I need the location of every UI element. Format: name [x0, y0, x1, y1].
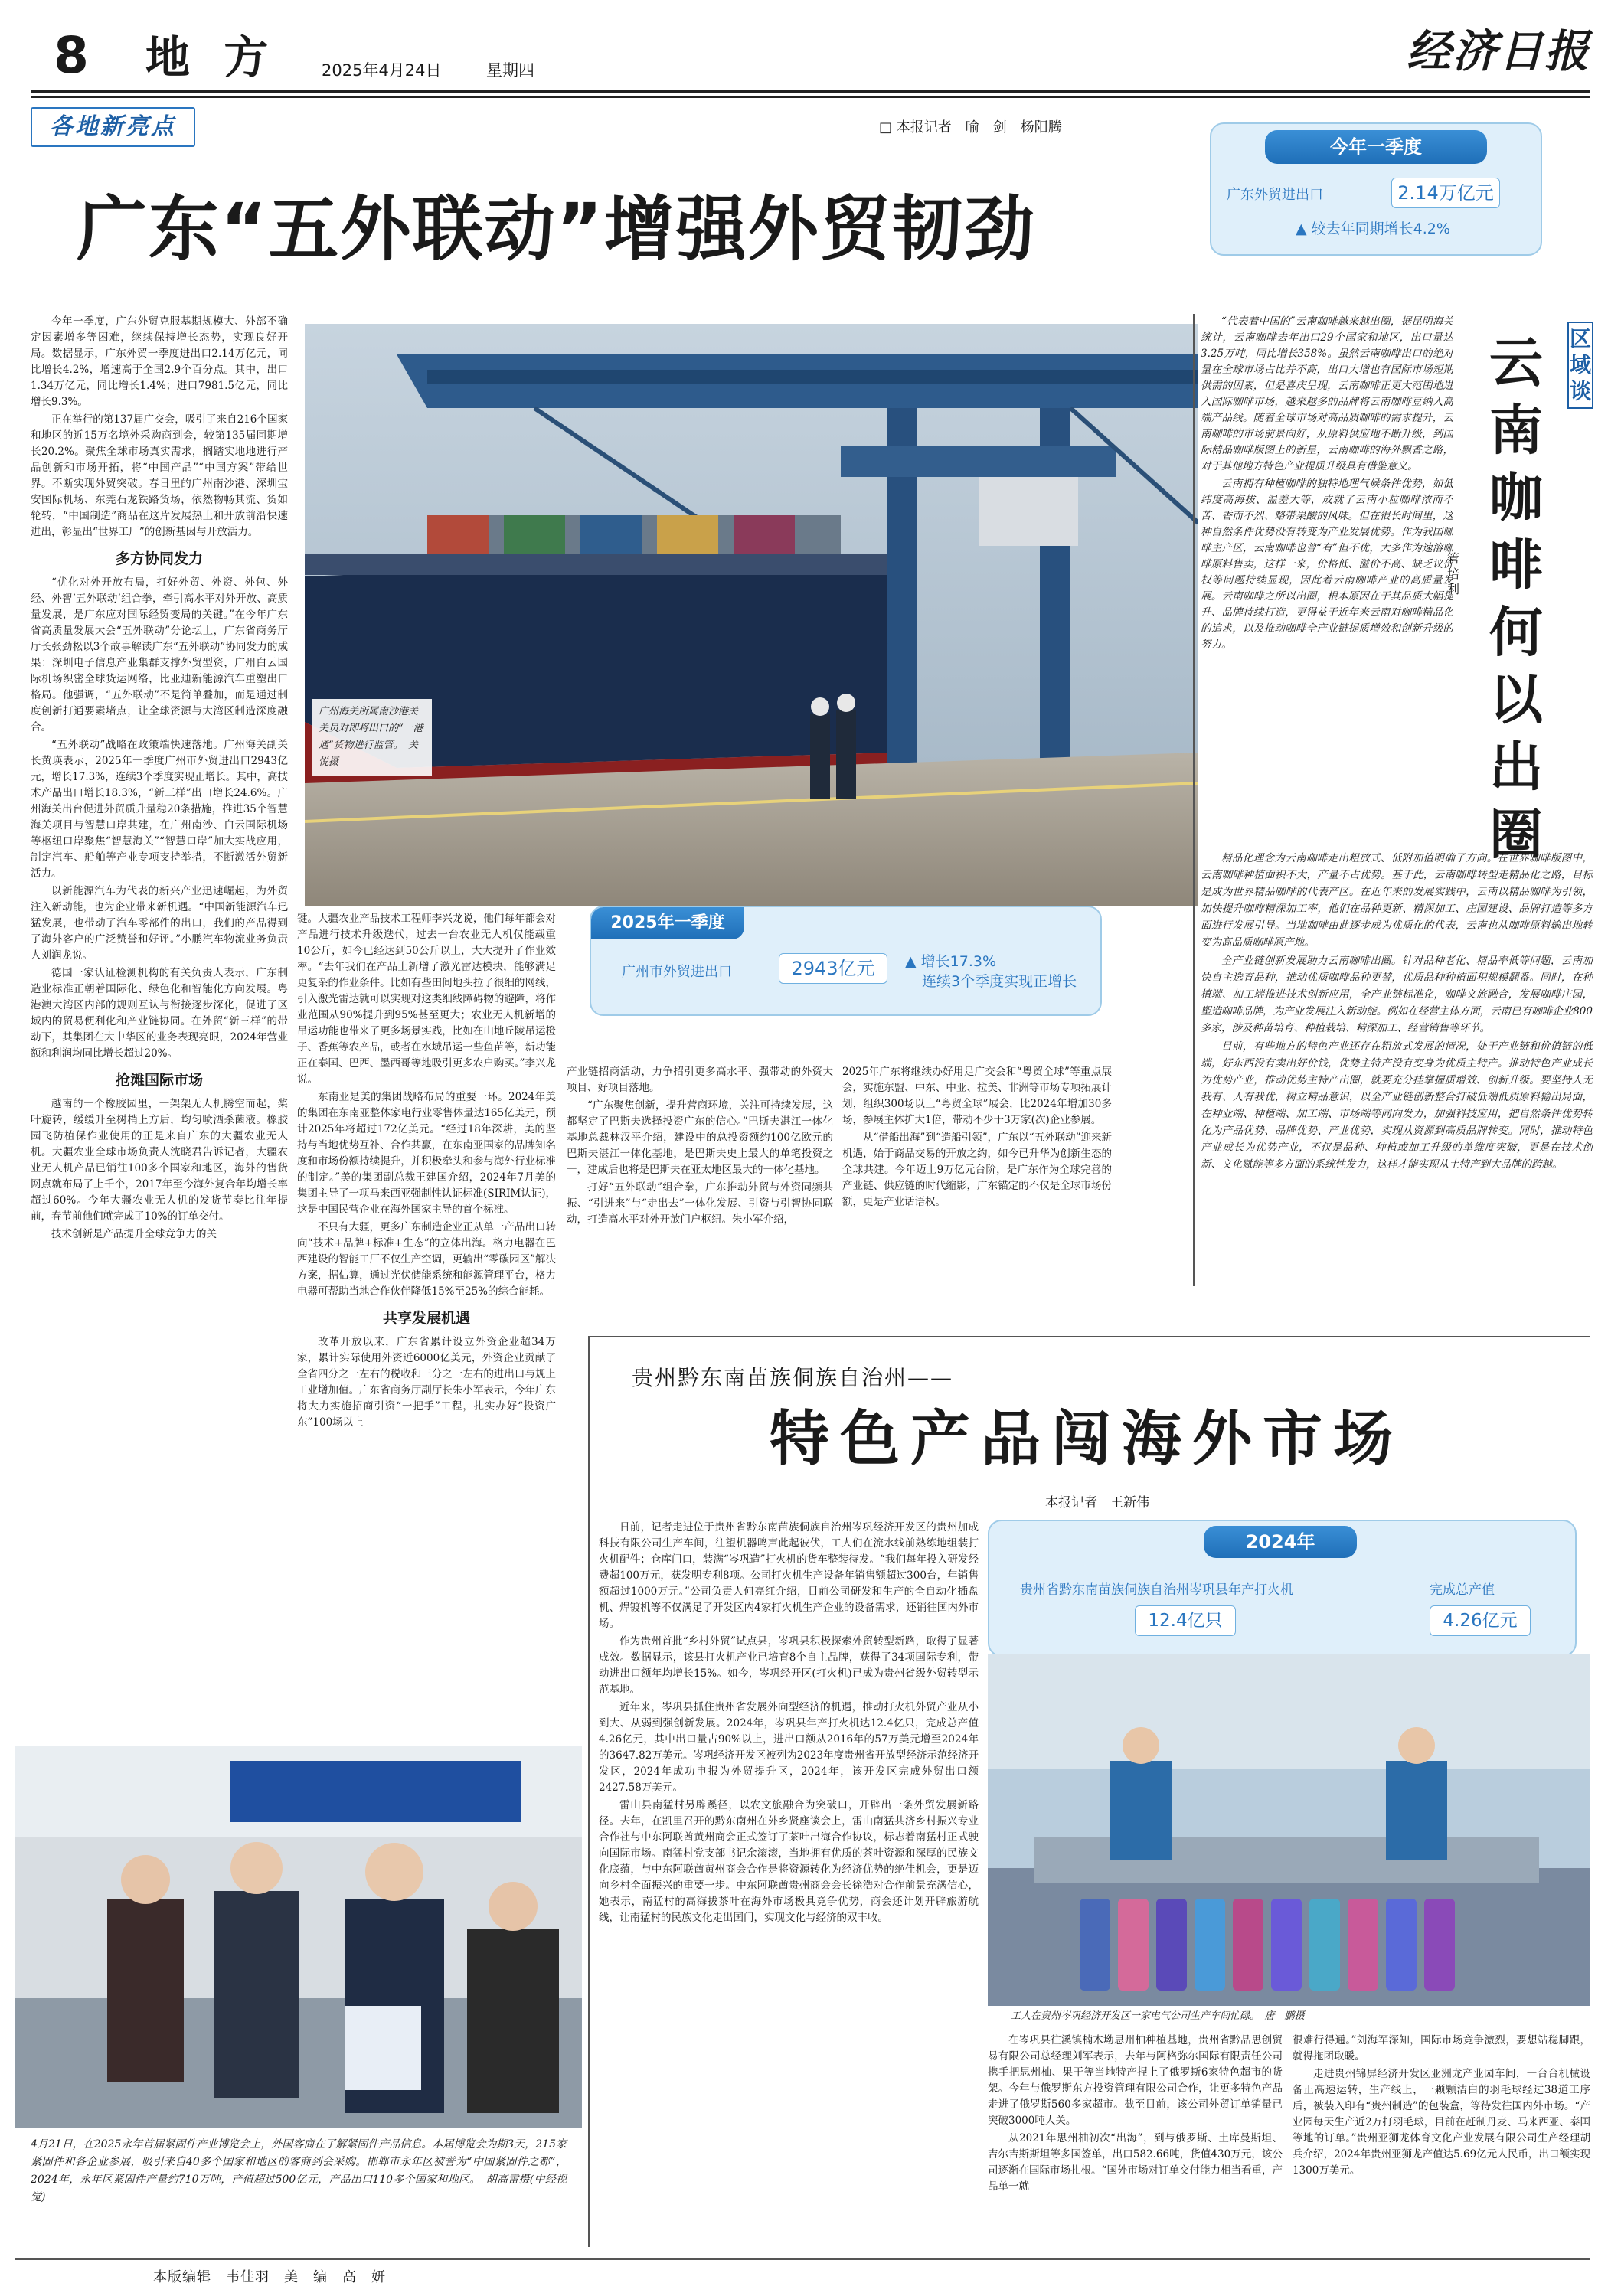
- lead-column-4: 2025年广东将继续办好用足广交会和“粤贸全球”等重点展会，实施东盟、中东、中亚、拉美、非洲等市场专项拓展计划，组织300场以上“粤贸全球”展会，比2024年增加30多场，参展主体扩大1倍，带动不少于3万家(次)企业参展。 从“借船出海”到“造船引领”，广东以“五外联动”迎来新机遇，始于商品交易的开放之约，如今已升华为创新生态的全球共建。今年迈上9万亿元台阶，是广东作为全球完善的产业链、供应链的时代缩影，广东锚定的不仅是全球市场份额，更是产业话语权。: [842, 1066, 1112, 1208]
- stat-box-guangzhou: [590, 906, 1102, 1016]
- masthead-logo: 经济日报: [1406, 25, 1590, 77]
- port-photo: [305, 324, 1198, 906]
- lead-byline: □ 本报记者 喻 剑 杨阳腾: [879, 119, 1062, 136]
- footer-rule: [15, 2258, 1590, 2260]
- lead-column-1: 今年一季度，广东外贸克服基期规模大、外部不确定因素增多等困难，继续保持增长态势，实现良好开局。数据显示，广东外贸一季度进出口2.14万亿元，同比增长4.2%，增速高于全国2.9个百分点。其中，出口1.34万亿元，同比增长1.4%；进口7981.5亿元，同比增长9.3%。 正在举行的第137届广交会，吸引了来自216个国家和地区的近15万名境外采购商到会，较第135届同期增长20.2%。聚焦全球市场真实需求，搁踏实地地进行产品创新和市场开拓，将“中国产品”“中国方案”带给世界。不断实现外贸突破。春日里的广州南沙港、深圳宝安国际机场、东莞石龙铁路货场，依然物畅其流、货如轮转，“中国制造”商品在这片发展热土和开放前沿快速进出，彰显出“世界工厂”的创新基因与开放活力。 多方协同发力 “优化对外开放布局，打好外贸、外资、外包、外经、外智‘五外联动’组合拳，牵引高水平对外开放、高质量发展，是广东应对国际经贸变局的关键。”在今年广东省高质量发展大会“五外联动”分论坛上，广东省商务厅厅长张劲松以3个故事解读广东“五外联动”协同发力的成果：深圳电子信息产业集群支撑外贸型资，广州白云国际机场织密全球货运网络，比亚迪新能源汽车重塑出口格局。他强调，“五外联动”不是简单叠加，而是通过制度创新打通要素堵点，让全球资源与大湾区制造深度融合。 “五外联动”战略在政策端快速落地。广州海关副关长黄瑛表示，2025年一季度广州市外贸进出口2943亿元，增长17.3%，连续3个季度实现正增长。其中，高技术产品出口增长18.3%，“新三样”出口增长24.6%。广州海关出台促进外贸质升量稳20条措施，推进35个智慧海关项目与智慧口岸共建，在广州南沙、白云国际机场等枢纽口岸聚焦“智慧海关”“智慧口岸”加大实战应用，制定汽车、船舶等产业专项支持举措，不断激活外贸新活力。 以新能源汽车为代表的新兴产业迅速崛起，为外贸注入新动能，也为企业带来新机遇。“中国新能源汽车迅猛发展，也带动了汽车零部件的出口，我们的产品得到了海外客户的广泛赞誉和好评。”小鹏汽车物流业务负责人刘润龙说。 德国一家认证检测机构的有关负责人表示，广东制造业标准正朝着国际化、绿色化和智能化方向发展。粤港澳大湾区内部的规则互认与衔接逐步深化，促进了区域内的贸易便利化和产业链协同。在外贸“新三样”的带动下，其集团在大中华区的业务表现亮眼，2024年营业额和利润均同比增长超过20%。 抢滩国际市场 越南的一个橡胶园里，一架架无人机腾空而起，桨叶旋转，缓缓升至树梢上方后，均匀喷洒杀菌液。橡胶园飞防植保作业使用的正是来自广东的大疆农业无人机。大疆农业全球市场负责人沈晓君告诉记者，大疆农业无人机产品已销往100多个国家和地区，海外的售货网点就布局了上千个，2017年至今海外复合年均增长率超过60%。今年大疆农业无人机的发货节奏比往年提前，春节前他们就完成了10%的订单交付。 技术创新是产品提升全球竞争力的关: [31, 315, 288, 1240]
- commentary-tag: 区域谈: [1567, 322, 1593, 409]
- subheading: 多方协同发力: [115, 550, 203, 567]
- factory-photo: [988, 1654, 1590, 2006]
- stat-title: 2024年: [1204, 1526, 1357, 1558]
- subheading: 共享发展机遇: [382, 1310, 470, 1327]
- lead-headline: 广东“五外联动”增强外贸韧劲: [77, 188, 1036, 270]
- editors-credit: 本版编辑 韦佳羽 美 编 高 妍: [153, 2269, 386, 2285]
- second-byline: 本报记者 王新伟: [1045, 1495, 1149, 1511]
- expo-photo-illustration: [15, 1746, 582, 2128]
- second-headline: 特色产品闯海外市场: [770, 1404, 1404, 1474]
- expo-photo: [15, 1746, 582, 2128]
- stat-value: 2.14万亿元: [1391, 178, 1500, 208]
- stat-value: 2943亿元: [779, 953, 887, 984]
- lead-column-2: 键。大疆农业产品技术工程师李兴龙说，他们每年都会对产品进行技术升级迭代，过去一台农业无人机仅能载重10公斤，如今已经达到50公斤以上，大大提升了作业效率。“去年我们在产品上新增了激光雷达模块，能够满足更复杂的作业条件。比如有些田间地头拉了很细的网线，引入激光雷达就可以实现对这类细线障碍物的避障，将作业范围从90%提升到95%甚至更大；农业无人机新增的吊运功能也带来了更多场景实践，比如在山地丘陵吊运橙子、香蕉等农产品，或者在水域吊运一些鱼苗等，新功能正在泰国、巴西、墨西哥等地吸引更多农户购买。”李兴龙说。 东南亚是美的集团战略布局的重要一环。2024年美的集团在东南亚整体家电行业零售体量达165亿美元，预计2025年将超过172亿美元。“经过18年深耕，美的坚持与当地优势互补、合作共赢，在东南亚国家的品牌知名度和市场份额持续提升，并积极牵头和参与海外行业标准的制定。”美的集团副总裁王建国介绍，2024年7月美的集团主导了一项马来西亚强制性认证标准(SIRIM认证)，这是中国民营企业在海外国家主导的首个标准。 不只有大疆，更多广东制造企业正从单一产品出口转向“技术+品牌+标准+生态”的立体出海。格力电器在巴西建设的智能工厂不仅生产空调，更输出“零碳园区”解决方案，据估算，通过光伏储能系统和能源管理平台，格力电器可帮助当地合作伙伴降低15%至25%的综合能耗。 共享发展机遇 改革开放以来，广东省累计设立外资企业超34万家，累计实际使用外资近6000亿美元，外资企业贡献了全省四分之一左右的税收和三分之一左右的进出口与规上工业增加值。广东省商务厅副厅长朱小军表示，今年广东将大力实施招商引资“一把手”工程，扎实办好“投资广东”100场以上: [297, 913, 556, 1429]
- second-article-left-rule: [588, 1336, 590, 2247]
- square-icon: □: [879, 119, 897, 136]
- factory-photo-illustration: [988, 1654, 1590, 2006]
- port-photo-caption: 广州海关所属南沙港关关员对即将出口的“一港通”货物进行监管。 关 悦摄: [312, 699, 432, 776]
- column-tag-label: 各地新亮点: [50, 113, 176, 140]
- subheading: 抢滩国际市场: [115, 1072, 203, 1089]
- commentary-body: “代表着中国的”云南咖啡越来越出圈，据昆明海关统计，云南咖啡去年出口29个国家和地区，出口量达3.25万吨，同比增长358%。虽然云南咖啡出口的绝对量在全球市场占比并不高，出口大增也有国际市场短期供需的因素，但是喜庆呈现，云南咖啡正更大范围地进入国际咖啡市场，越来越多的品牌将云南咖啡豆纳入高端产品线。随着全球市场对高品质咖啡的需求提升，云南咖啡的市场前景向好，从原料供应地不断升级，到国际精品咖啡版图上的新星，云南咖啡的海外飘香之路，对于其他地方特色产业提质升级具有借鉴意义。 云南拥有种植咖啡的独特地理气候条件优势，如低纬度高海拔、温差大等，成就了云南小粒咖啡浓而不苦、香而不烈、略带果酸的风味。但在很长时间里，这种自然条件优势没有转变为产业发展优势。作为我国咖啡主产区，云南咖啡也曾“有”但不优，大多作为速溶咖啡原料售卖，这样一来，价格低、溢价不高、缺乏议价权等问题持续显现，因此着云南咖啡产业的高质量发展。云南咖啡之所以出圈，根本原因在于其品质大幅提升、品牌持续打造，更得益于近年来云南对咖啡精品化的追求，以及推动咖啡全产业链提质增效和创新升级的努力。: [1201, 315, 1453, 651]
- header-rule-thin: [31, 96, 1590, 98]
- second-article-top-rule: [588, 1336, 1590, 1337]
- second-column-3: 很难行得通。”刘海军深知，国际市场竞争激烈，要想站稳脚跟，就得拖团取暖。 走进贵州锦屏经济开发区亚洲龙产业园车间，一台台机械设备正高速运转，生产线上，一颗颗洁白的羽毛球经过38道工序后，被装入印有“贵州制造”的包装盒，等待发往国内外市场。“产业园每天生产近2万打羽毛球，目前在赶制丹麦、马来西亚、泰国等地的订单。”贵州亚狮龙体育文化产业发展有限公司生产经理胡兵介绍，2024年贵州亚狮龙产值达5.69亿元人民币，出口额实现1300万美元。: [1293, 2034, 1590, 2177]
- header-rule: [31, 90, 1590, 93]
- stat-change: ▲ 较去年同期增长4.2%: [1296, 220, 1450, 237]
- column-divider: [1193, 314, 1195, 1286]
- stat-left-label: 贵州省黔东南苗族侗族自治州岑巩县年产打火机: [1020, 1582, 1293, 1598]
- stat-box-guangdong: [1210, 122, 1542, 256]
- stat-right-label: 完成总产值: [1430, 1582, 1495, 1598]
- issue-date: 2025年4月24日: [322, 61, 442, 80]
- up-triangle-icon: ▲: [1296, 220, 1312, 237]
- commentary-body-lower: 精品化理念为云南咖啡走出粗放式、低附加值明确了方向。在世界咖啡版图中，云南咖啡种植面积不大，产量不占优势。基于此，云南咖啡转型走精品化之路，目标是成为世界精品咖啡的代表产区。在近年来的发展实践中，云南以精品咖啡为引领，加快提升咖啡精深加工率，他们在品种更新、精深加工、庄园建设、品牌打造等多方面进行发展引导。当地咖啡由此逐步成为优质化的代表，云南也从咖啡原料输出地转变为高品质咖啡原产地。 全产业链创新发展助力云南咖啡出圈。针对品种老化、精品率低等问题，云南加快自主选育品种，推动优质咖啡品种更替，优质品种种植面积规模翻番。同时，在种植端、加工端推进技术创新应用，全产业链标准化，咖啡文旅融合，发展咖啡庄园，塑造咖啡品牌，为产业发展注入新动能。例如在经营主体方面，云南已有咖啡企业800多家，涉及种苗培育、种植栽培、精深加工、经营销售等环节。 目前，有些地方的特色产业还存在粗放式发展的情况，处于产业链和价值链的低端，好东西没有卖出好价钱，优势主特产没有变身为优质主特产。推动特色产业成长为优势产业，推动优势主特产出圈，就要充分挂掌握质增效、创新升级。要坚持人无我有、人有我优，树立精品意识，以全产业链创新整合打破低端低质原料输出局面，在种业端、种植端、加工端、市场端等同向发力，加强科技应用，把自然条件优势转化为产品优势、品牌优势、产业优势，实现从资源到高质品牌转变。同时，推动特色产业成长为优势产业，不仅是品种、种植或加工升级的单维度突破，更是在技术创新、文化赋能等多方面的系统性发力，这样才能实现从土特产到大品牌的跨越。: [1201, 852, 1593, 1171]
- second-column-1: 日前，记者走进位于贵州省黔东南苗族侗族自治州岑巩经济开发区的贵州加成科技有限公司生产车间，往望机器鸣声此起彼伏，工人们在流水线前熟练地组装打火机配件；仓库门口，装满“岑巩造”打火机的货车整装待发。“我们每年投入研发经费超100万元，获发明专利8项。公司打火机生产设备年销售额超过300台，年销售额超过1000万元。”公司负责人何亮红介绍，目前公司研发和生产的全自动化插盘机、焊镀机等不仅满足了开发区内4家打火机生产企业的设备需求，还销往国内外市场。 作为贵州首批“乡村外贸”试点县，岑巩县积极探索外贸转型新路，取得了显著成效。数据显示，该县打火机产业已培育8个自主品牌，获得了34项国际专利，带动进出口额年均增长15%。如今，岑巩经开区(打火机)已成为贵州省级外贸转型示范基地。 近年来，岑巩县抓住贵州省发展外向型经济的机遇，推动打火机外贸产业从小到大、从弱到强创新发展。2024年，岑巩县年产打火机达12.4亿只，完成总产值4.26亿元，其中出口量占90%以上，进出口额从2016年的57万美元增至2024年的3647.82万美元。岑巩经济开发区被列为2023年度贵州省开放型经济示范经济开发区，2024年成功申报为外贸提升区，2024年，该开发区完成外贸出口额2427.58万美元。 雷山县南猛村另辟蹊径，以农文旅融合为突破口，开辟出一条外贸发展新路径。去年，在凯里召开的黔东南州在外乡贤座谈会上，雷山南猛共济乡村振兴专业合作社与中东阿联酋黄州商会正式签订了茶叶出海合作协议，标志着南猛村正式驶向国际市场。南猛村党支部书记余滚滚，当地拥有优质的茶叶资源和深厚的民族文化底蕴，与中东阿联酋黄州商会合作是将资源转化为经济优势的绝佳机会，更是迈向乡村全面振兴的重要一步。中东阿联酋贵州商会会长徐浩对合作前景充满信心，她表示，南猛村的高海拔茶叶在海外市场极具竞争优势，商会还计划开辟旅游航线，让南猛村的民族文化走出国门，实现文化与经济的双丰收。: [599, 1521, 979, 1924]
- commentary-author: 管培利: [1447, 551, 1460, 596]
- lead-column-3: 产业链招商活动，力争招引更多高水平、强带动的外资大项目、好项目落地。 “广东聚焦创新，提升营商环境，关注可持续发展，这都坚定了巴斯夫选择投资广东的信心。”巴斯夫湛江一体化基地总裁林汉平介绍，建设中的总投资额约100亿欧元的巴斯夫湛江一体化基地，是巴斯夫史上最大的单笔投资之一，建成后也将是巴斯夫在亚太地区最大的一体化基地。 打好“五外联动”组合拳，广东推动外贸与外资同频共振、“引进来”与“走出去”一体化发展、引资与引智协同联动，打造高水平对外开放门户枢纽。朱小军介绍，: [567, 1066, 833, 1226]
- stat-label: 广东外贸进出口: [1227, 187, 1323, 203]
- issue-weekday: 星期四: [486, 61, 534, 80]
- second-column-2: 在岑巩县往溪镇楠木坳思州柚种植基地，贵州省黔品思创贸易有限公司总经理刘军表示，去年与阿格弥尔国际有限责任公司携手把思州柚、果干等当地特产捏上了俄罗斯6家特色超市的货架。今年与俄罗斯东方投资管理有限公司合作，让更多特色产品走进了俄罗斯560多家超市。截至目前，该公司外贸订单销量已突破3000吨大关。 从2021年思州柚初次“出海”，到与俄罗斯、土库曼斯坦、吉尔吉斯斯坦等多国签单，出口582.66吨，货值430万元，该公司逐渐在国际市场扎根。“国外市场对订单交付能力相当看重，产品单一就: [988, 2034, 1283, 2193]
- factory-photo-caption: 工人在贵州岑巩经济开发区一家电气公司生产车间忙碌。 唐 鹏摄: [1011, 2010, 1305, 2022]
- stat-left-value: 12.4亿只: [1135, 1605, 1236, 1636]
- stat-right-value: 4.26亿元: [1430, 1605, 1531, 1636]
- column-tag: [31, 107, 195, 147]
- stat-box-cengong: [988, 1520, 1577, 1657]
- stat-change: ▲ 增长17.3% 连续3个季度实现正增长: [905, 953, 1077, 990]
- page-number: 8: [54, 26, 89, 85]
- stat-label: 广州市外贸进出口: [622, 964, 732, 980]
- stat-title: 2025年一季度: [591, 907, 744, 939]
- commentary-title: 云南咖啡何以出圈: [1489, 331, 1543, 866]
- stat-title: 今年一季度: [1265, 130, 1487, 164]
- second-kicker: 贵州黔东南苗族侗族自治州——: [632, 1365, 954, 1390]
- page-header: [31, 14, 1590, 90]
- expo-photo-caption: 4月21日，在2025永年首届紧固件产业博览会上，外国客商在了解紧固件产品信息。本届博览会为期3天，215家紧固件和各企业参展，吸引来自40多个国家和地区的客商到会采购。邯郸市永年区被誉为“中国紧固件之都”，2024年，永年区紧固件产量约710万吨，产值超过500亿元，产品出口110多个国家和地区。 胡高雷摄(中经视觉): [31, 2138, 567, 2203]
- port-photo-illustration: [305, 324, 1198, 906]
- section-name: 地 方: [145, 31, 278, 83]
- up-triangle-icon: ▲: [905, 953, 921, 970]
